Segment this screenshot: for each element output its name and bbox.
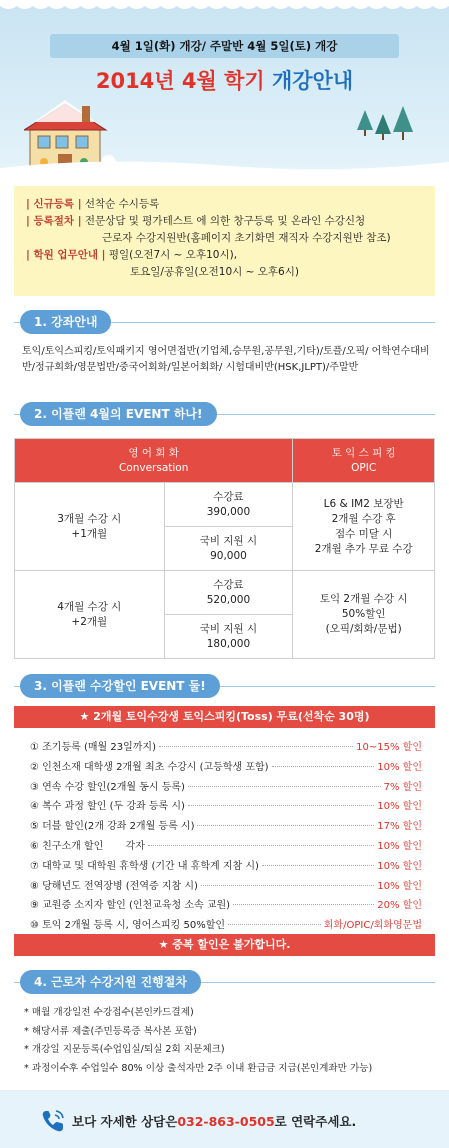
- snow-hill: [0, 154, 449, 178]
- section-title-event-two: 3. 이플랜 수강할인 EVENT 둘!: [20, 674, 220, 698]
- fee-cell: 수강료 390,000: [164, 483, 293, 527]
- dot-leader: [272, 766, 375, 767]
- period-cell: 3개월 수강 시 +1개월: [15, 483, 165, 571]
- info-row: 근로자 수강지원반(홈페이지 초기화면 재직자 수강지원반 참조): [102, 232, 391, 244]
- contact-line: 보다 자세한 상담은 032-863-0505 로 연락주세요.: [40, 1108, 356, 1134]
- support-cell: 국비 지원 시 90,000: [164, 527, 293, 571]
- page-title-blue: 개강안내: [271, 69, 354, 93]
- phone-icon: [40, 1108, 66, 1134]
- tree-icon: [357, 104, 421, 144]
- period-cell: 4개월 수강 시 +2개월: [15, 571, 165, 659]
- col-opic: 토 익 스 피 킹 OPIC: [293, 439, 435, 483]
- list-item: ④ 복수 과정 할인 (두 강좌 등록 시) 10% 할인: [30, 801, 422, 813]
- list-item: * 해당서류 제출(주민등록증 복사본 포함): [24, 1025, 197, 1037]
- registration-info: [14, 186, 435, 296]
- section-title-event-one: 2. 이플랜 4월의 EVENT 하나!: [20, 402, 217, 426]
- phone-number-link[interactable]: 032-863-0505: [177, 1113, 275, 1129]
- dot-leader: [233, 904, 374, 905]
- info-row: | 학원 업무안내 | 평일(오전7시 ~ 오후10시),: [26, 249, 238, 261]
- header-banner: [0, 0, 449, 178]
- section-title-worker-support: 4. 근로자 수강지원 진행절차: [20, 970, 201, 994]
- table-row: [15, 571, 435, 615]
- dot-leader: [201, 885, 374, 886]
- opening-date-banner: 4월 1일(화) 개강/ 주말반 4월 5일(토) 개강: [50, 34, 399, 58]
- list-item: ⑩ 토익 2개월 등록 시, 영어스피킹 50%할인 회화/OPIC/회화영문법: [30, 920, 422, 932]
- section-title-courses: 1. 강좌안내: [20, 310, 111, 334]
- opic-cell: 토익 2개월 수강 시 50%할인 (오픽/회화/문법): [293, 571, 435, 659]
- dot-leader: [228, 924, 321, 925]
- list-item: ① 조기등록 (매월 23일까지) 10~15% 할인: [30, 742, 422, 753]
- list-item: ⑨ 교원증 소지자 할인 (인천교육청 소속 교원) 20% 할인: [30, 900, 422, 912]
- course-list: 토익/토익스피킹/토익패키지 영어면접반(기업체,승무원,공무원,기타)/토플/오픽/ 어학연수대비반/정규회화/영문법반/중국어회화/일본어회화/ 시험대비반(HSK,JLPT)/주말반: [22, 346, 430, 373]
- info-row: | 신규등록 | 선착순 수시등록: [26, 198, 160, 210]
- dot-leader: [148, 845, 374, 846]
- page-title: [0, 66, 449, 96]
- discount-list: [30, 738, 422, 936]
- contact-footer: [0, 1090, 449, 1148]
- list-item: * 매월 개강일전 수강접수(본인카드결제): [24, 1007, 194, 1018]
- no-duplicate-discount-note: ★ 중복 할인은 불가합니다.: [14, 934, 435, 956]
- col-conversation: 영 어 회 화 Conversation: [15, 439, 293, 483]
- list-item: ⑧ 당해년도 전역장병 (전역증 지참 시) 10% 할인: [30, 880, 422, 892]
- page-title-red: 2014년 4월 학기: [95, 69, 272, 93]
- list-item: ⑤ 더블 할인(2개 강좌 2개월 등록 시) 17% 할인: [30, 821, 422, 833]
- snow-border: [0, 0, 449, 14]
- opic-cell: L6 & IM2 보장반 2개월 수강 후 점수 미달 시 2개월 추가 무료 수강: [293, 483, 435, 571]
- info-row: 토요일/공휴일(오전10시 ~ 오후6시): [130, 266, 299, 278]
- list-item: * 개강일 지문등록(수업입실/퇴실 2회 지문체크): [24, 1044, 225, 1055]
- free-toss-banner: ★ 2개월 토익수강생 토익스피킹(Toss) 무료(선착순 30명): [14, 706, 435, 728]
- dot-leader: [188, 786, 381, 787]
- fee-cell: 수강료 520,000: [164, 571, 293, 615]
- dot-leader: [159, 746, 353, 747]
- list-item: ⑦ 대학교 및 대학원 휴학생 (기간 내 휴학계 지참 시) 10% 할인: [30, 860, 422, 872]
- list-item: ⑥ 친구소개 할인 각자 10% 할인: [30, 840, 422, 852]
- list-item: * 과정이수후 수업일수 80% 이상 출석자만 2주 이내 환급금 지급(본인계좌만 가능): [24, 1062, 373, 1074]
- dot-leader: [262, 865, 374, 866]
- worker-support-steps: [24, 1004, 436, 1078]
- event-price-table: [14, 438, 435, 659]
- info-row: | 등록절차 | 전문상담 및 평가테스트 에 의한 창구등록 및 온라인 수강신청: [26, 215, 366, 227]
- table-row: [15, 483, 435, 527]
- dot-leader: [197, 825, 374, 826]
- dot-leader: [188, 805, 374, 806]
- list-item: ② 인천소재 대학생 2개월 최초 수강시 (고등학생 포함) 10% 할인: [30, 761, 422, 773]
- support-cell: 국비 지원 시 180,000: [164, 615, 293, 659]
- list-item: ③ 연속 수강 할인(2개월 동시 등록) 7% 할인: [30, 781, 422, 793]
